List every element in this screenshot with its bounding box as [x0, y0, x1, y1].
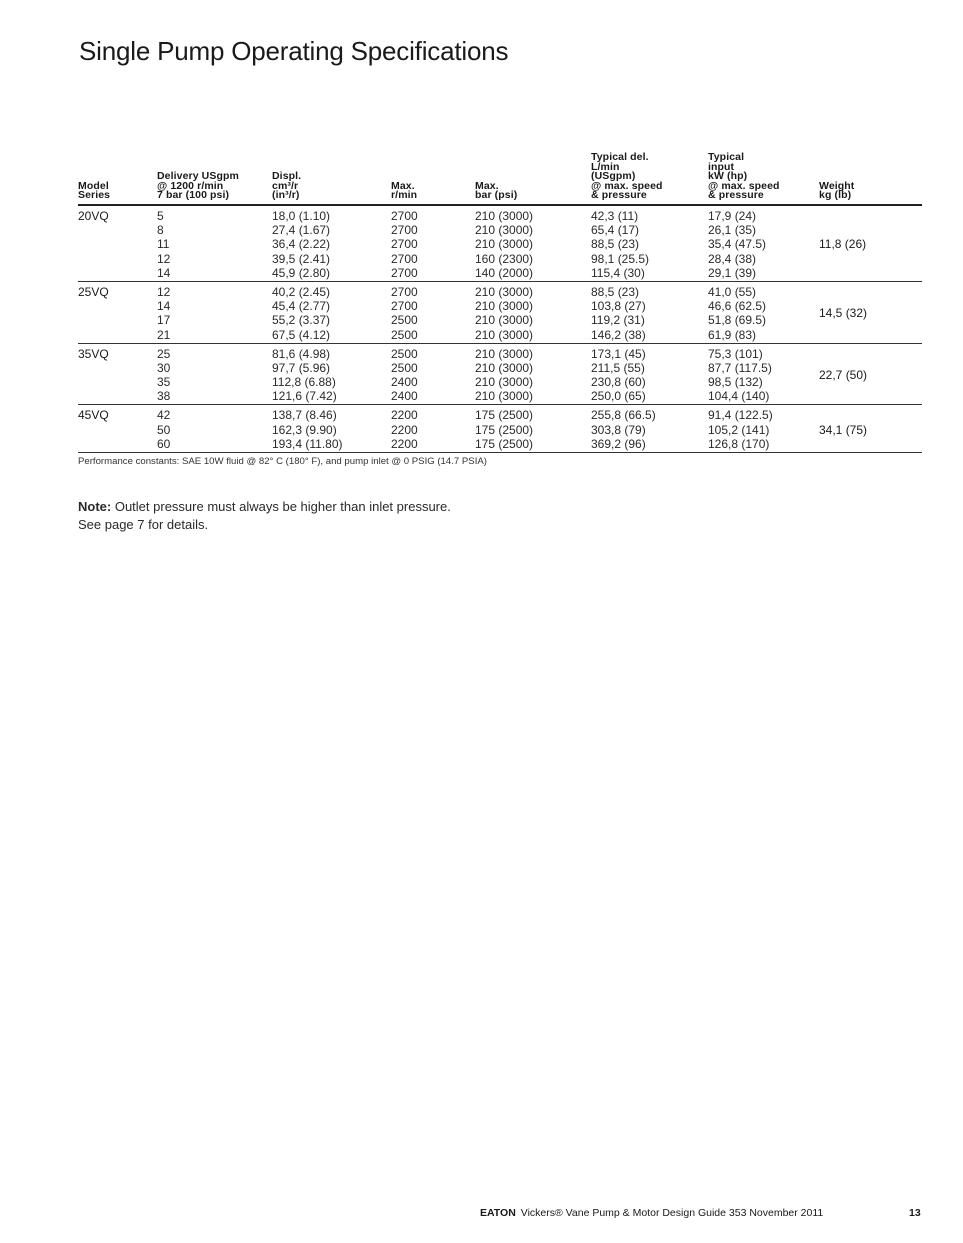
typical-input-cell: 126,8 (170)	[708, 436, 770, 451]
max-speed-cell: 2700	[391, 265, 418, 280]
max-pressure-cell: 210 (3000)	[475, 223, 534, 238]
model-series-cell: 35VQ	[78, 346, 109, 361]
delivery-cell: 11	[157, 237, 170, 252]
max-speed-cell: 2200	[391, 436, 418, 451]
header-line: @ max. speed	[591, 179, 663, 192]
max-pressure-cell: 210 (3000)	[475, 209, 534, 223]
typical-delivery-cell: 303,8 (79)	[591, 422, 646, 437]
max-speed-cell: 2500	[391, 327, 418, 342]
typical-delivery-cell: 255,8 (66.5)	[591, 408, 656, 423]
table-row	[78, 423, 922, 437]
table-row	[78, 252, 922, 266]
typical-delivery-cell: 250,0 (65)	[591, 389, 646, 404]
typical-input-cell: 26,1 (35)	[708, 223, 757, 238]
header-line: & pressure	[591, 189, 647, 202]
typical-input-cell: 51,8 (69.5)	[708, 313, 767, 328]
displacement-cell: 18,0 (1.10)	[272, 209, 331, 223]
header-line: & pressure	[708, 189, 764, 202]
header-max-pressure	[475, 179, 518, 202]
header-weight	[819, 179, 855, 202]
note-line-2: See page 7 for details.	[78, 517, 209, 532]
header-displacement	[272, 172, 301, 201]
typical-input-cell: 17,9 (24)	[708, 209, 757, 223]
footer-brand: EATON	[480, 1207, 516, 1219]
model-series-cell: 20VQ	[78, 209, 109, 223]
max-speed-cell: 2500	[391, 360, 418, 375]
header-line: cm³/r	[272, 179, 299, 192]
header-line: (in³/r)	[272, 189, 300, 202]
max-speed-cell: 2700	[391, 299, 418, 314]
page-footer	[480, 1207, 823, 1219]
displacement-cell: 45,4 (2.77)	[272, 299, 331, 314]
typical-delivery-cell: 103,8 (27)	[591, 299, 646, 314]
delivery-cell: 21	[157, 327, 171, 342]
displacement-cell: 40,2 (2.45)	[272, 284, 331, 299]
typical-delivery-cell: 211,5 (55)	[591, 360, 645, 375]
typical-delivery-cell: 88,5 (23)	[591, 284, 640, 299]
specifications-table	[78, 150, 922, 453]
typical-delivery-cell: 173,1 (45)	[591, 346, 646, 361]
note	[78, 498, 451, 534]
delivery-cell: 60	[157, 436, 171, 451]
typical-input-cell: 41,0 (55)	[708, 284, 757, 299]
header-line: @ max. speed	[708, 179, 780, 192]
typical-delivery-cell: 119,2 (31)	[591, 313, 645, 328]
typical-input-cell: 98,5 (132)	[708, 375, 763, 390]
typical-delivery-cell: 98,1 (25.5)	[591, 251, 650, 266]
typical-input-cell: 46,6 (62.5)	[708, 299, 767, 314]
delivery-cell: 5	[157, 209, 164, 223]
max-speed-cell: 2500	[391, 346, 418, 361]
typical-delivery-cell: 146,2 (38)	[591, 327, 646, 342]
max-pressure-cell: 175 (2500)	[475, 436, 534, 451]
table-row	[78, 347, 922, 361]
max-speed-cell: 2700	[391, 209, 418, 223]
delivery-cell: 42	[157, 408, 171, 423]
header-line: Delivery USgpm	[157, 170, 239, 183]
displacement-cell: 36,4 (2.22)	[272, 237, 331, 252]
footer-text: Vickers® Vane Pump & Motor Design Guide 353 November 2011	[520, 1207, 824, 1219]
displacement-cell: 67,5 (4.12)	[272, 327, 331, 342]
header-line: kW (hp)	[708, 170, 748, 183]
header-line: Max.	[475, 179, 499, 192]
displacement-cell: 81,6 (4.98)	[272, 346, 331, 361]
table-header	[78, 150, 922, 206]
table-row	[78, 408, 922, 422]
header-delivery	[157, 172, 239, 201]
note-label: Note:	[78, 499, 112, 514]
delivery-cell: 8	[157, 223, 164, 238]
model-series-cell: 45VQ	[78, 408, 109, 423]
max-speed-cell: 2700	[391, 251, 418, 266]
weight-cell: 22,7 (50)	[819, 367, 868, 382]
typical-delivery-cell: 88,5 (23)	[591, 237, 640, 252]
typical-input-cell: 105,2 (141)	[708, 422, 770, 437]
delivery-cell: 35	[157, 375, 171, 390]
table-body	[78, 206, 922, 453]
series-group	[78, 405, 922, 453]
displacement-cell: 162,3 (9.90)	[272, 422, 337, 437]
weight-cell: 14,5 (32)	[819, 306, 868, 321]
max-speed-cell: 2500	[391, 313, 418, 328]
header-line: (USgpm)	[591, 170, 636, 183]
displacement-cell: 39,5 (2.41)	[272, 251, 331, 266]
delivery-cell: 30	[157, 360, 171, 375]
max-speed-cell: 2400	[391, 375, 418, 390]
table-row	[78, 299, 922, 313]
max-pressure-cell: 210 (3000)	[475, 389, 534, 404]
typical-input-cell: 29,1 (39)	[708, 265, 757, 280]
header-line: 7 bar (100 psi)	[157, 189, 230, 202]
max-pressure-cell: 160 (2300)	[475, 251, 534, 266]
header-line: kg (lb)	[819, 189, 852, 202]
table-row	[78, 209, 922, 223]
max-pressure-cell: 210 (3000)	[475, 375, 534, 390]
header-typical-input	[708, 153, 780, 201]
typical-input-cell: 35,4 (47.5)	[708, 237, 767, 252]
max-speed-cell: 2700	[391, 284, 418, 299]
max-pressure-cell: 210 (3000)	[475, 313, 534, 328]
displacement-cell: 97,7 (5.96)	[272, 360, 331, 375]
delivery-cell: 12	[157, 251, 171, 266]
page-number: 13	[909, 1207, 921, 1219]
displacement-cell: 112,8 (6.88)	[272, 375, 336, 390]
delivery-cell: 38	[157, 389, 171, 404]
delivery-cell: 12	[157, 284, 171, 299]
header-model-series	[78, 179, 111, 202]
delivery-cell: 50	[157, 422, 171, 437]
header-typical-delivery	[591, 153, 663, 201]
typical-input-cell: 61,9 (83)	[708, 327, 757, 342]
typical-input-cell: 28,4 (38)	[708, 251, 757, 266]
header-line: Typical	[708, 151, 745, 164]
typical-delivery-cell: 65,4 (17)	[591, 223, 640, 238]
table-row	[78, 375, 922, 389]
series-group	[78, 282, 922, 344]
table-row	[78, 437, 922, 451]
delivery-cell: 17	[157, 313, 171, 328]
max-pressure-cell: 210 (3000)	[475, 360, 534, 375]
performance-constants-footnote: Performance constants: SAE 10W fluid @ 82° C (180° F), and pump inlet @ 0 PSIG (14.7 PSIA)	[78, 456, 487, 467]
header-line: input	[708, 160, 735, 173]
header-line: L/min	[591, 160, 620, 173]
typical-input-cell: 104,4 (140)	[708, 389, 770, 404]
table-row	[78, 223, 922, 237]
delivery-cell: 25	[157, 346, 171, 361]
max-pressure-cell: 210 (3000)	[475, 237, 534, 252]
weight-cell: 11,8 (26)	[819, 237, 867, 252]
note-line-1: Outlet pressure must always be higher than inlet pressure.	[114, 499, 451, 514]
header-line: @ 1200 r/min	[157, 179, 224, 192]
displacement-cell: 27,4 (1.67)	[272, 223, 331, 238]
displacement-cell: 45,9 (2.80)	[272, 265, 331, 280]
series-group	[78, 206, 922, 282]
displacement-cell: 193,4 (11.80)	[272, 436, 343, 451]
max-speed-cell: 2200	[391, 408, 418, 423]
typical-delivery-cell: 42,3 (11)	[591, 209, 639, 223]
table-row	[78, 285, 922, 299]
header-line: Max.	[391, 179, 415, 192]
max-pressure-cell: 140 (2000)	[475, 265, 534, 280]
header-line: Displ.	[272, 170, 302, 183]
table-row	[78, 361, 922, 375]
max-pressure-cell: 210 (3000)	[475, 284, 534, 299]
max-speed-cell: 2200	[391, 422, 418, 437]
displacement-cell: 121,6 (7.42)	[272, 389, 337, 404]
delivery-cell: 14	[157, 299, 171, 314]
typical-input-cell: 87,7 (117.5)	[708, 360, 772, 375]
table-row	[78, 389, 922, 403]
table-row	[78, 328, 922, 342]
typical-delivery-cell: 230,8 (60)	[591, 375, 646, 390]
max-pressure-cell: 210 (3000)	[475, 299, 534, 314]
max-speed-cell: 2700	[391, 237, 418, 252]
max-pressure-cell: 210 (3000)	[475, 327, 534, 342]
max-pressure-cell: 175 (2500)	[475, 408, 534, 423]
model-series-cell: 25VQ	[78, 284, 109, 299]
series-group	[78, 344, 922, 406]
typical-input-cell: 91,4 (122.5)	[708, 408, 773, 423]
header-line: Model	[78, 179, 109, 192]
max-pressure-cell: 175 (2500)	[475, 422, 534, 437]
typical-input-cell: 75,3 (101)	[708, 346, 763, 361]
delivery-cell: 14	[157, 265, 171, 280]
typical-delivery-cell: 369,2 (96)	[591, 436, 646, 451]
max-speed-cell: 2700	[391, 223, 418, 238]
displacement-cell: 138,7 (8.46)	[272, 408, 337, 423]
header-line: r/min	[391, 189, 418, 202]
table-row	[78, 237, 922, 251]
header-line: Series	[78, 189, 111, 202]
header-line: bar (psi)	[475, 189, 518, 202]
max-pressure-cell: 210 (3000)	[475, 346, 534, 361]
page-title: Single Pump Operating Specifications	[79, 36, 509, 66]
weight-cell: 34,1 (75)	[819, 422, 868, 437]
max-speed-cell: 2400	[391, 389, 418, 404]
typical-delivery-cell: 115,4 (30)	[591, 265, 645, 280]
header-line: Weight	[819, 179, 855, 192]
displacement-cell: 55,2 (3.37)	[272, 313, 331, 328]
header-line: Typical del.	[591, 151, 649, 164]
table-row	[78, 266, 922, 280]
header-max-speed	[391, 179, 418, 202]
table-row	[78, 313, 922, 327]
